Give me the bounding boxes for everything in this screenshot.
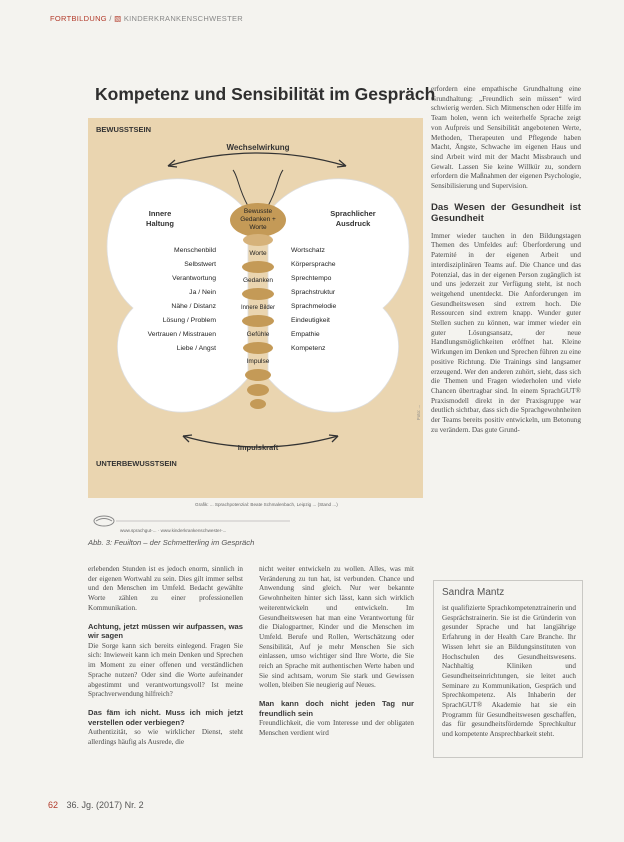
head-label-1: Bewusste — [243, 208, 273, 215]
body-label-innere-bilder: Innere Bilder — [240, 305, 276, 311]
section-header — [50, 14, 243, 23]
paragraph: Freundlichkeit, die vom Interesse und der obligaten Menschen verdient wird — [259, 719, 414, 738]
paragraph: erlebenden Stunden ist es jedoch enorm, sinnlich in der eigenen Wortwahl zu sein. Dies gilt immer selbst und den Menschen im Umfeld. Bedacht gewählte Worte zählen zu einer professionellen Kommunikation. — [88, 565, 243, 612]
header-separator: / — [109, 14, 115, 23]
body-label-impulse: Impulse — [246, 358, 270, 365]
label-unterbewusstsein: UNTERBEWUSSTSEIN — [96, 459, 177, 468]
right-item: Sprachmelodie — [291, 303, 337, 310]
body-segment — [242, 261, 274, 273]
body-label-gefuehle: Gefühle — [246, 331, 270, 338]
subheading: Das fäm ich nicht. Muss ich mich jetzt verstellen oder verbiegen? — [88, 707, 243, 727]
header-flag-icon: ▧ — [114, 14, 122, 23]
butterfly-diagram — [88, 118, 423, 498]
paragraph: Authentizität, so wie wirklicher Dienst, steht allerdings häufig als Ausrede, die — [88, 728, 243, 746]
figure-credit: Grafik: ... Sprachpotenzial: Beate Schmalenbach, Leipzig ... (Stand ...) — [195, 502, 338, 507]
author-infobox — [433, 580, 583, 758]
label-wechselwirkung: Wechselwirkung — [226, 143, 290, 152]
text-column-1 — [88, 565, 243, 748]
wechselwirkung-arrow — [168, 153, 346, 166]
paragraph: nicht weiter entwickeln zu wollen. Alles, was mit Veränderung zu tun hat, ist verbunden. Chance und Anwendung sind gleich. Nur wer bekannte Gewohnheiten hinter sich lässt, kann sich wirklich weiterentwickeln und entwickeln. Im Gesundheitswesen hat man eine Verantwortung für die Dialogpartner, Kinder und die Menschen im Umfeld. Berufe und Rollen, Wertschätzung oder Sensibilität, Auf je mehr Menschen Sie sich einlassen, umso wichtiger sind Ihre Worte, die Sie reich an Sprache mit authentischen Werte haben und Sie sind achtsam, worum Sie stark und Gewissen wollen, bleiben Sie neugierig auf Neues. — [259, 565, 414, 690]
left-item: Liebe / Angst — [176, 345, 216, 352]
right-item: Körpersprache — [291, 261, 336, 268]
left-item: Nähe / Distanz — [171, 303, 216, 310]
right-item: Sprechtempo — [291, 275, 332, 282]
body-segment — [243, 234, 273, 246]
section-heading: Das Wesen der Gesundheit ist Gesundheit — [431, 201, 581, 225]
subheading: Achtung, jetzt müssen wir aufpassen, was wir sagen — [88, 621, 243, 641]
right-item: Kompetenz — [291, 345, 326, 352]
right-item: Empathie — [291, 331, 320, 338]
butterfly-figure — [88, 118, 423, 498]
body-segment — [245, 369, 271, 381]
logo-graphic — [92, 514, 292, 528]
paragraph: erfordern eine empathische Grundhaltung eine Grundhaltung: „Freundlich sein müssen“ wird schwierig werden. Sich Mitmenschen oder Hilfe im Team holen, wenn ich weiterhelfe Sprache zeigt von Aufpreis und Sensibilität angebotenen Werte, Methoden, Therapeuten und Pflegende haben Macht, Ängste, Schwache im eigenen Haus und sind Arbeit wird mit der Macht Missbrauch und Gewalt. Lassen Sie keine Willkür zu, sondern erfordern die Maßnahmen der eigenen Psychologie, Sensibilisierung und Supervision. — [431, 85, 581, 191]
head-label-3: Worte — [249, 224, 267, 231]
right-item: Wortschatz — [291, 247, 325, 254]
body-label-worte: Worte — [249, 250, 267, 257]
issue-info: 36. Jg. (2017) Nr. 2 — [66, 800, 144, 810]
article-title: Kompetenz und Sensibilität im Gespräch — [95, 84, 436, 104]
left-item: Verantwortung — [172, 275, 216, 282]
body-segment — [243, 342, 273, 354]
text-column-2 — [259, 565, 414, 739]
author-bio: ist qualifizierte Sprachkompetenztrainerin und Gesprächstrainerin. Sie ist die Gründerin von gesunder Sprache und hat langjährige Erfahrung in der Health Care Branche. Ihr Wissen lehrt sie an Bildungsinstituten von Hochschulen des Gesundheitswesens. Nachhaltig Kliniken und Gesundheitseinrichtungen, sie leitet auch Seminare zu Kommunikation, Gespräch und Sprechkompetenz. Als Inhaberin der SprachGUT® Akademie hat sie ein Programm für Gesundheitswesen geschaffen, das für gesundheitsfördernde Sprechkultur und kompetente Ansprechbarkeit steht. — [442, 604, 576, 739]
left-wing — [107, 179, 248, 412]
body-segment — [250, 399, 266, 409]
left-item: Vertrauen / Misstrauen — [147, 331, 216, 338]
page-footer — [48, 800, 144, 810]
page-number: 62 — [48, 800, 59, 810]
body-label-gedanken: Gedanken — [243, 277, 273, 284]
body-segment — [247, 384, 269, 396]
logo-url: www.sprachgut-... · www.kinderkrankenschwester-... — [120, 528, 227, 533]
header-section: FORTBILDUNG — [50, 14, 107, 23]
side-credit: Foto: ... — [416, 404, 421, 420]
body-segment — [242, 288, 274, 300]
paragraph: Die Sorge kann sich bereits einlegend. Fragen Sie sich: Inwieweit kann ich mein Denken und Sprechen im Moment zu einer offenen und verständlichen Sprache nutzen? Oder sind die Worte aufeinander abgestimmt und verantwortungsvoll? Ist meine Sprachverwendung hilfreich? — [88, 641, 243, 699]
body-segment — [242, 315, 274, 327]
subheading: Man kann doch nicht jeden Tag nur freundlich sein — [259, 699, 414, 718]
right-wing-title-2: Ausdruck — [335, 219, 371, 228]
left-wing-title-1: Innere — [148, 209, 172, 218]
right-wing-title-1: Sprachlicher — [330, 209, 376, 218]
header-subsection: KINDERKRANKENSCHWESTER — [123, 14, 243, 23]
right-item: Eindeutigkeit — [291, 317, 330, 324]
label-impulskraft: Impulskraft — [237, 443, 279, 452]
paragraph: Immer wieder tauchen in den Bildungstagen Themen des Umfeldes auf: Überforderung und Paternité in der eigenen Arbeit und interdisziplinären Teams auf. Die Chance und das Potenzial, das in der eigenen Person zugänglich ist und uns jederzeit zur Verfügung steht, ist noch weitgehend unentdeckt. Die Anforderungen im Gesundheitswesen sind extrem hoch. Die Ressourcen sind extrem knapp. Wunder guter Stellen suchen zu können, war immer wieder ein guter Lösungsansatz, der neue Handlungsmöglichkeiten eröffnet hat. Kleine Wirkungen im Denken und Sprechen führen zu eine positive Richtung. Die Trainings sind langsamer erzeugend. Wer den anderen zuhört, sieht, dass sich die Themen und Fragen wiederholen und viele Chancen übertragbar sind. In einem SprachGUT® Praxismodell direkt in der Praxisgruppe war deutlich sichtbar, dass sich die Sprachgewohnheiten der Teams bereits positiv entwickeln, um Betonung zu verändern. Das gute Grund- — [431, 231, 581, 434]
author-name: Sandra Mantz — [442, 587, 505, 598]
figure-caption: Abb. 3: Feuilton – der Schmetterling im Gespräch — [88, 538, 255, 547]
left-item: Ja / Nein — [189, 289, 216, 296]
label-bewusstsein: BEWUSSTSEIN — [96, 125, 152, 134]
left-wing-title-2: Haltung — [146, 219, 174, 228]
text-column-3 — [431, 85, 581, 436]
left-item: Menschenbild — [174, 247, 216, 254]
head-label-2: Gedanken + — [240, 216, 276, 223]
left-item: Lösung / Problem — [162, 317, 216, 324]
left-item: Selbstwert — [184, 261, 216, 268]
right-item: Sprachstruktur — [291, 289, 336, 296]
